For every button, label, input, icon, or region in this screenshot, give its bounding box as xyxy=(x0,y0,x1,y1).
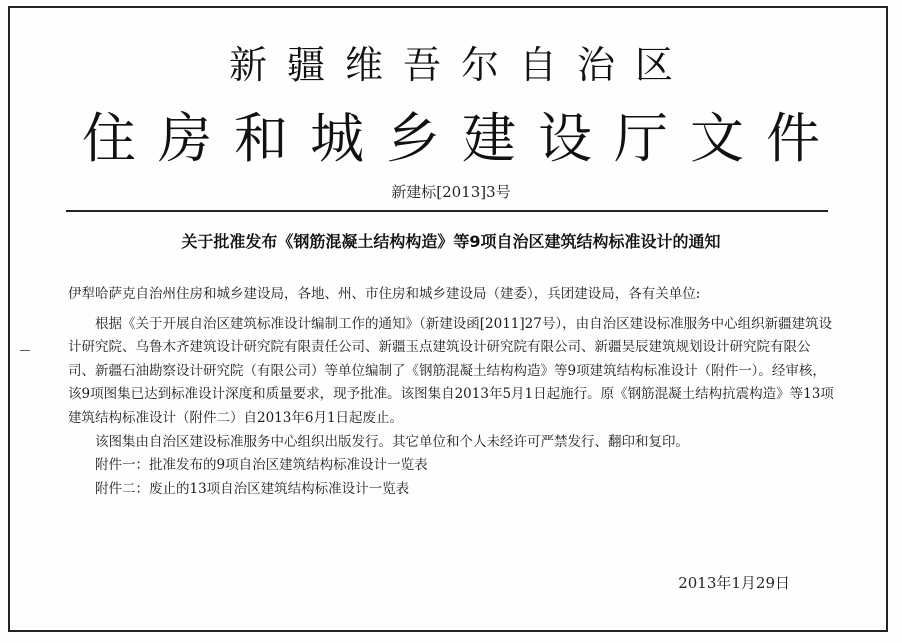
addressee-line: 伊犁哈萨克自治州住房和城乡建设局，各地、州、市住房和城乡建设局（建委），兵团建设局，各有关单位: xyxy=(68,286,701,302)
attachment-1: 附件一：批准发布的9项自治区建筑结构标准设计一览表 xyxy=(95,457,428,474)
notice-subject: 关于批准发布《钢筋混凝土结构构造》等9项自治区建筑结构标准设计的通知 xyxy=(181,232,721,251)
margin-mark xyxy=(20,350,30,351)
document-title: 住房和城乡建设厅文件 xyxy=(82,107,842,170)
document-number: 新建标[2013]3号 xyxy=(391,183,511,201)
issue-date: 2013年1月29日 xyxy=(678,574,790,592)
body-paragraph-1: 根据《关于开展自治区建筑标准设计编制工作的通知》（新建设函[2011]27号），由自治区建设标准服务中心组织新疆建筑设计研究院、乌鲁木齐建筑设计研究院有限责任公司、新疆玉点建筑设计研究院有限公司、新疆昊辰建筑规划设计研究院有限公司、新疆石油勘察设计研究院（有限公司）等单位编制了《钢筋混凝土结构构造》等9项建筑结构标准设计（附件一）。经审核，该9项图集已达到标准设计深度和质量要求，现予批准。该图集自2013年5月1日起施行。原《钢筋混凝土结构抗震构造》等13项建筑结构标准设计（附件二）自2013年6月1日起废止。 xyxy=(68,315,834,426)
header-divider xyxy=(66,210,828,212)
attachment-2: 附件二：废止的13项自治区建筑结构标准设计一览表 xyxy=(95,480,410,497)
body-paragraph-2: 该图集由自治区建设标准服务中心组织出版发行。其它单位和个人未经许可严禁发行、翻印和复印。 xyxy=(95,433,689,450)
notice-body xyxy=(68,283,834,501)
issuer-title: 新疆维吾尔自治区 xyxy=(228,43,693,87)
